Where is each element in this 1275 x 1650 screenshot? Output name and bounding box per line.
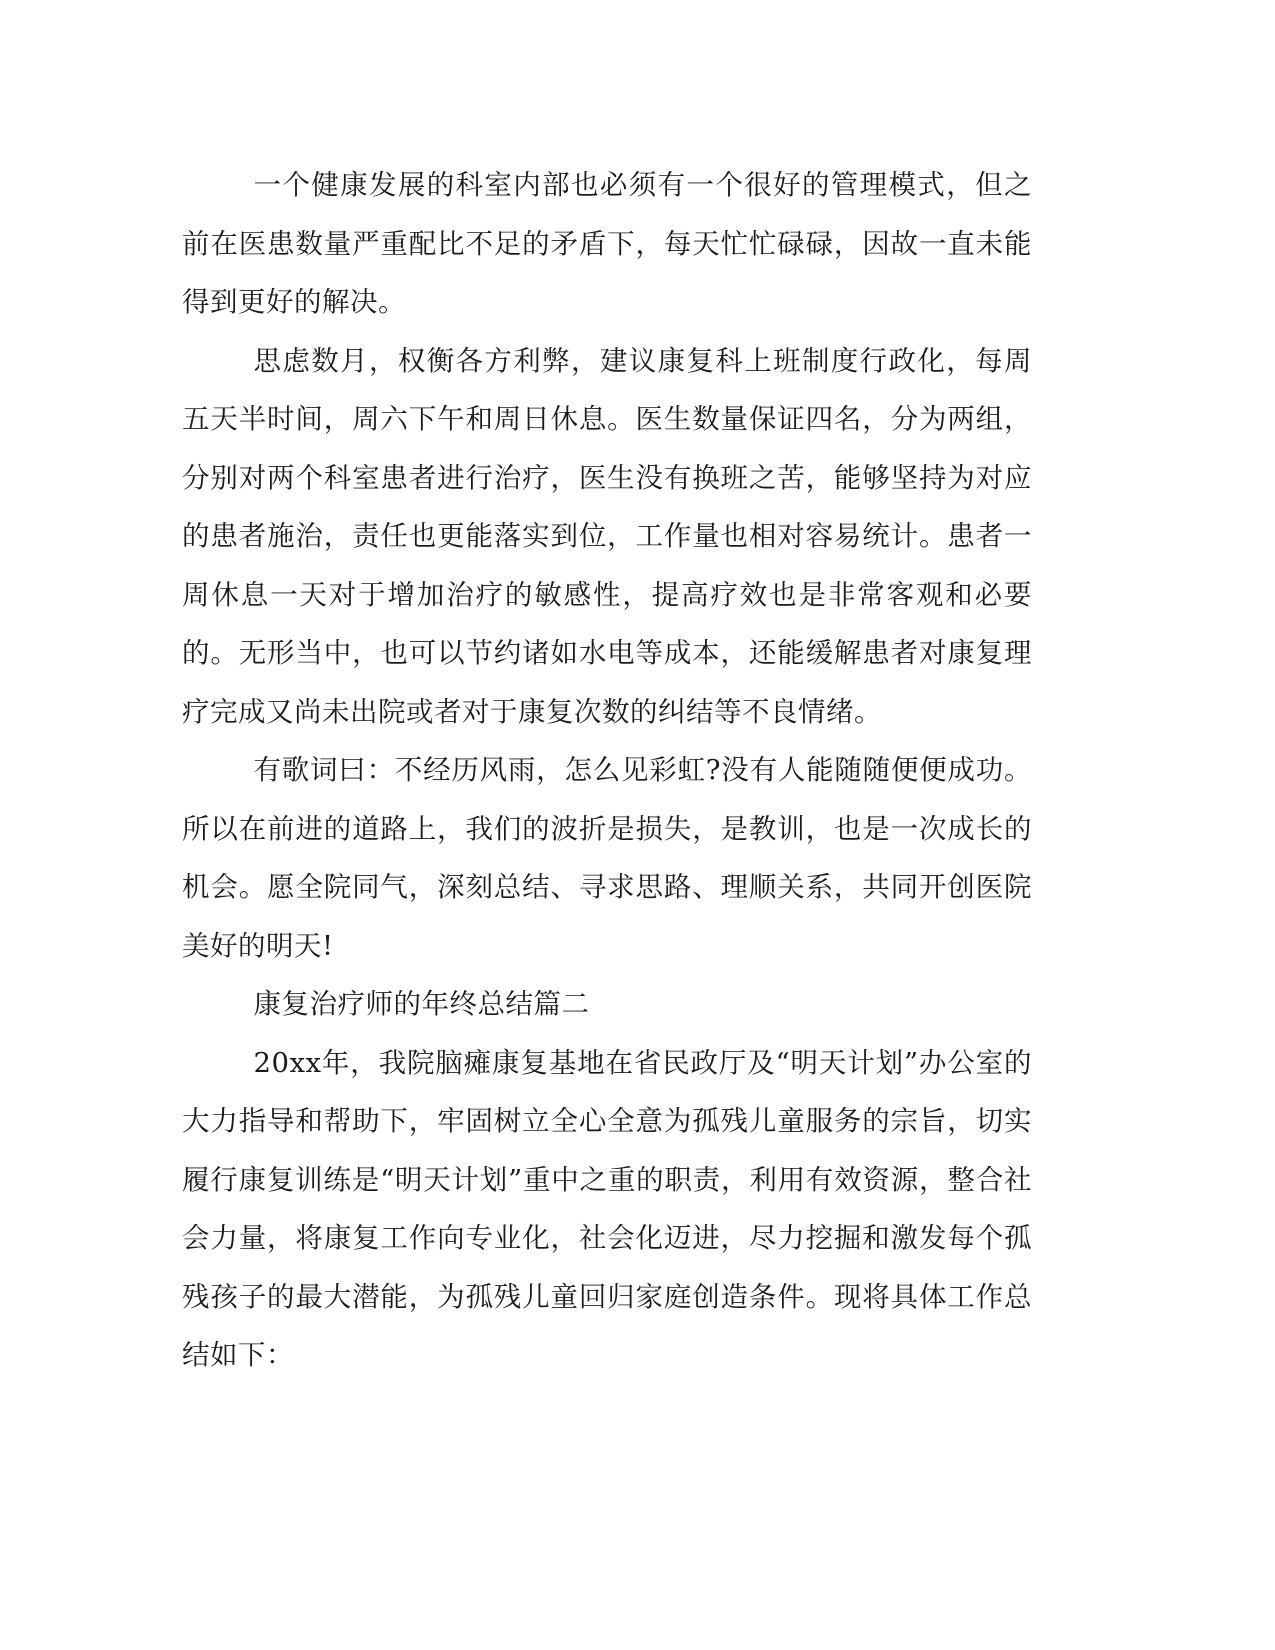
document-body	[182, 156, 1032, 1385]
paragraph-work-schedule-proposal: 思虑数月，权衡各方利弊，建议康复科上班制度行政化，每周五天半时间，周六下午和周日休息。医生数量保证四名，分为两组，分别对两个科室患者进行治疗，医生没有换班之苦，能够坚持为对应的患者施治，责任也更能落实到位，工作量也相对容易统计。患者一周休息一天对于增加治疗的敏感性，提高疗效也是非常客观和必要的。无形当中，也可以节约诸如水电等成本，还能缓解患者对康复理疗完成又尚未出院或者对于康复次数的纠结等不良情绪。	[182, 344, 1032, 728]
paragraph-management-model: 一个健康发展的科室内部也必须有一个很好的管理模式，但之前在医患数量严重配比不足的矛盾下，每天忙忙碌碌，因故一直未能得到更好的解决。	[182, 169, 1032, 318]
paragraph-lyrics-conclusion: 有歌词曰：不经历风雨，怎么见彩虹?没有人能随随便便成功。所以在前进的道路上，我们的波折是损失，是教训，也是一次成长的机会。愿全院同气，深刻总结、寻求思路、理顺关系，共同开创医院美好的明天!	[182, 754, 1032, 962]
paragraph-annual-summary-intro: 20xx年，我院脑瘫康复基地在省民政厅及“明天计划”办公室的大力指导和帮助下，牢固树立全心全意为孤残儿童服务的宗旨，切实履行康复训练是“明天计划”重中之重的职责，利用有效资源，整合社会力量，将康复工作向专业化，社会化迈进，尽力挖掘和激发每个孤残孩子的最大潜能，为孤残儿童回归家庭创造条件。现将具体工作总结如下：	[182, 1046, 1032, 1371]
section-heading: 康复治疗师的年终总结篇二	[253, 988, 590, 1020]
